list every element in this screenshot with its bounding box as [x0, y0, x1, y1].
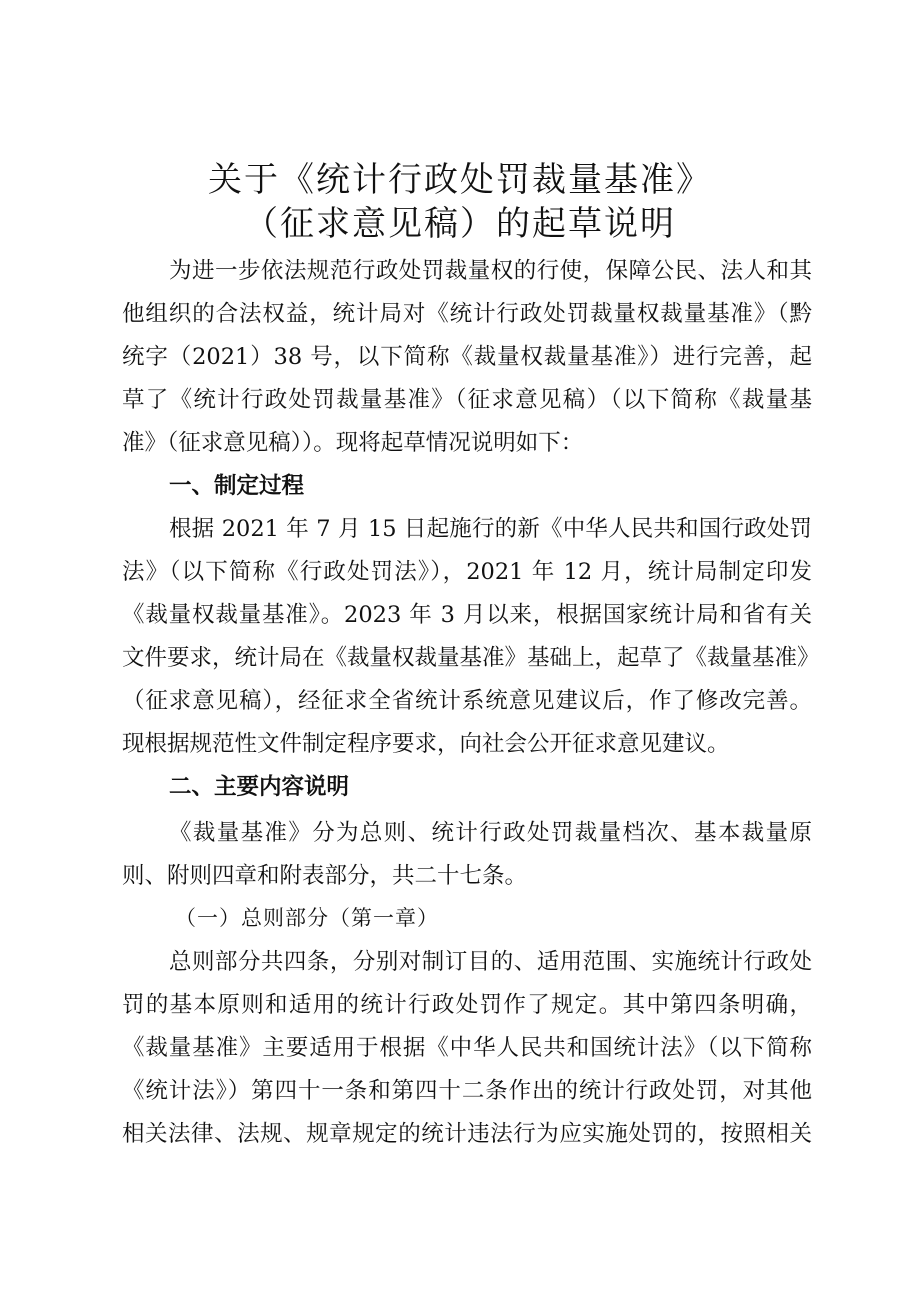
section2-intro-line: 则、附则四章和附表部分，共二十七条。	[122, 863, 528, 889]
section1-line: 根据 2021 年 7 月 15 日起施行的新《中华人民共和国行政处罚	[169, 516, 812, 542]
subsection-line: 《裁量基准》主要适用于根据《中华人民共和国统计法》（以下简称	[122, 1035, 812, 1061]
section-heading-process: 一、制定过程	[169, 473, 305, 499]
intro-line: 统字（2021）38 号，以下简称《裁量权裁量基准》）进行完善，起	[122, 344, 812, 370]
section1-line: （征求意见稿），经征求全省统计系统意见建议后，作了修改完善。	[122, 688, 812, 714]
section-heading-content: 二、主要内容说明	[169, 774, 350, 800]
subsection-line: 罚的基本原则和适用的统计行政处罚作了规定。其中第四条明确，	[122, 992, 812, 1018]
subsection-line: 《统计法》）第四十一条和第四十二条作出的统计行政处罚，对其他	[122, 1078, 812, 1104]
section1-line: 文件要求，统计局在《裁量权裁量基准》基础上，起草了《裁量基准》	[122, 645, 820, 671]
intro-line: 为进一步依法规范行政处罚裁量权的行使，保障公民、法人和其	[169, 258, 812, 284]
subsection-heading-general: （一）总则部分（第一章）	[175, 906, 439, 930]
subsection-line: 总则部分共四条，分别对制订目的、适用范围、实施统计行政处	[169, 949, 812, 975]
intro-line: 准》（征求意见稿））。现将起草情况说明如下：	[122, 430, 584, 456]
section1-line: 法》（以下简称《行政处罚法》），2021 年 12 月，统计局制定印发	[122, 559, 812, 585]
section2-intro-line: 《裁量基准》分为总则、统计行政处罚裁量档次、基本裁量原	[169, 820, 812, 846]
document-title-line-2: （征求意见稿）的起草说明	[244, 204, 676, 244]
intro-line: 他组织的合法权益，统计局对《统计行政处罚裁量权裁量基准》（黔	[122, 301, 812, 327]
subsection-line: 相关法律、法规、规章规定的统计违法行为应实施处罚的，按照相关	[122, 1121, 812, 1147]
document-title-line-1: 关于《统计行政处罚裁量基准》	[208, 160, 712, 200]
section1-line: 《裁量权裁量基准》。2023 年 3 月以来，根据国家统计局和省有关	[122, 602, 812, 628]
intro-line: 草了《统计行政处罚裁量基准》（征求意见稿）（以下简称《裁量基	[122, 387, 812, 413]
section1-line: 现根据规范性文件制定程序要求，向社会公开征求意见建议。	[122, 731, 730, 757]
